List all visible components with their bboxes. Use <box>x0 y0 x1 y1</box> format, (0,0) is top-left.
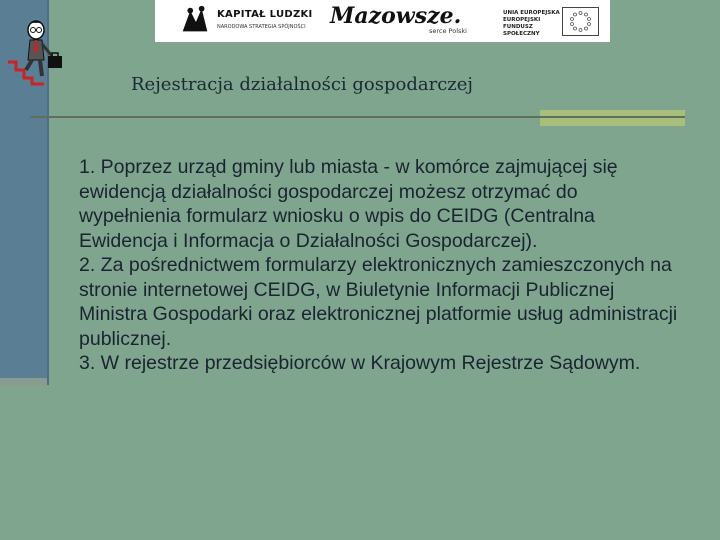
businessman-climbing-stairs-icon <box>4 18 72 88</box>
body-paragraph: 2. Za pośrednictwem formularzy elektronicznych zamieszczonych na stronie internetowej CEIDG, w Biuletynie Informacji Publicznej Ministra Gospodarki oraz elektronicznej platformie usług administracji publicznej. <box>79 254 678 350</box>
kapital-ludzki-title: KAPITAŁ LUDZKI <box>217 9 313 20</box>
eu-flag-icon <box>562 7 599 36</box>
eu-line: FUNDUSZ SPOŁECZNY <box>503 24 540 37</box>
slide-body <box>79 155 679 376</box>
body-paragraph: 1. Poprzez urząd gminy lub miasta - w komórce zajmującej się ewidencją działalności gospodarczej możesz otrzymać do wypełnienia formularz wniosku o wpis do CEIDG (Centralna Ewidencja i Informacja o Działalności Gospodarczej). <box>79 156 618 252</box>
body-paragraph: 3. W rejestrze przedsiębiorców w Krajowym Rejestrze Sądowym. <box>79 352 641 374</box>
title-underline <box>30 116 685 118</box>
kapital-ludzki-logo <box>177 3 213 39</box>
eu-text <box>503 10 563 38</box>
logo-strip <box>155 0 610 42</box>
title-accent-bar <box>540 110 685 126</box>
kapital-ludzki-subtitle: NARODOWA STRATEGIA SPÓJNOŚCI <box>217 24 306 30</box>
slide-title: Rejestracja działalności gospodarczej <box>131 74 474 95</box>
eu-line: UNIA EUROPEJSKA <box>503 10 560 16</box>
mazowsze-logo-subtitle: serce Polski <box>429 27 467 35</box>
sidebar-shadow <box>0 378 47 386</box>
mazowsze-logo-title: Mazowsze. <box>330 3 462 29</box>
eu-line: EUROPEJSKI <box>503 17 541 23</box>
